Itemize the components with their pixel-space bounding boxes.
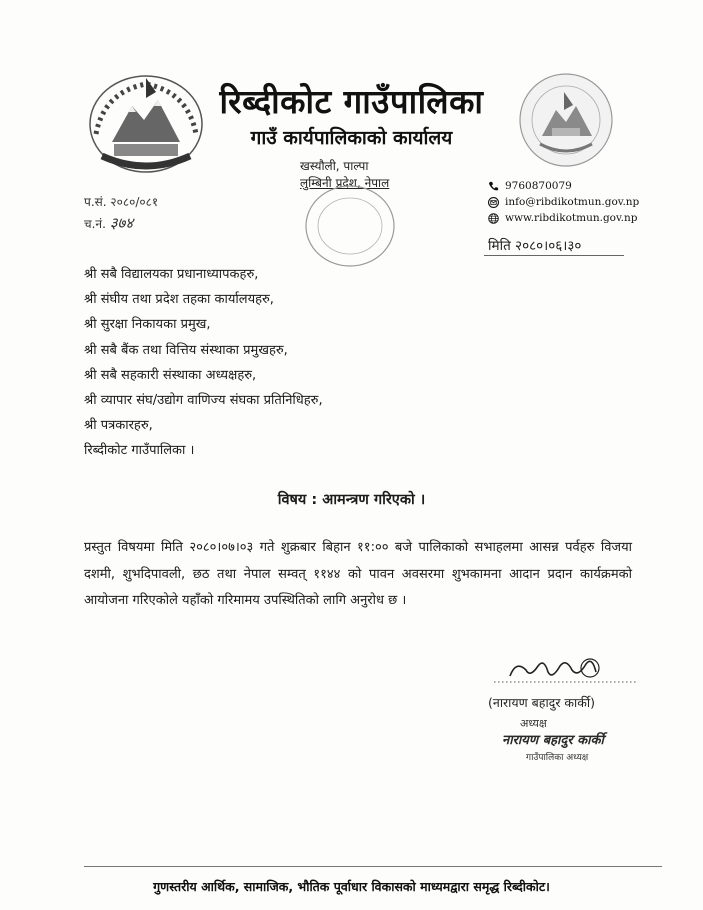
contact-phone [488, 180, 572, 192]
phone-icon [488, 181, 499, 192]
recipient-line: श्री सुरक्षा निकायका प्रमुख, [84, 317, 211, 333]
office-subtitle: गाउँ कार्यपालिकाको कार्यालय [250, 127, 453, 149]
recipient-line: रिब्दीकोट गाउँपालिका । [84, 443, 195, 459]
signatory-stamp-title: गाउँपालिका अध्यक्ष [526, 753, 589, 763]
recipient-line: श्री व्यापार संघ/उद्योग वाणिज्य संघका प्रतिनिधिहरु, [84, 393, 323, 409]
recipients-list [84, 262, 323, 464]
recipient-line: श्री सबै सहकारी संस्थाका अध्यक्षहरु, [84, 367, 257, 383]
footer-motto: गुणस्तरीय आर्थिक, सामाजिक, भौतिक पूर्वाधार विकासको माध्यमद्वारा समृद्ध रिब्दीकोट। [153, 879, 550, 894]
website-url: www.ribdikotmun.gov.np [505, 212, 638, 224]
dispatch-number-value: ३७४ [109, 214, 134, 232]
contact-website [488, 212, 638, 224]
address-line-2: लुम्बिनी प्रदेश, नेपाल [300, 176, 390, 190]
reference-number: प.सं. २०८०/०८१ [84, 195, 159, 209]
municipality-title: रिब्दीकोट गाउँपालिका [219, 82, 484, 121]
recipient-line: श्री संघीय तथा प्रदेश तहका कार्यालयहरु, [84, 292, 274, 308]
signatory-stamp-name: नारायण बहादुर कार्की [502, 733, 604, 748]
globe-icon [488, 213, 499, 224]
contact-email [488, 196, 639, 208]
signatory-name: (नारायण बहादुर कार्की) [488, 695, 595, 710]
recipient-line: श्री सबै विद्यालयका प्रधानाध्यापकहरु, [84, 267, 259, 282]
date-underline [484, 255, 624, 256]
phone-number: 9760870079 [505, 180, 572, 192]
recipient-line: श्री सबै बैंक तथा वित्तिय संस्थाका प्रमुखहरु, [84, 342, 288, 358]
letter-date: मिति २०८०।०६।३० [488, 238, 582, 254]
recipient-line: श्री पत्रकारहरु, [84, 418, 153, 434]
address-line-1: खस्यौली, पाल्पा [300, 159, 369, 173]
dispatch-label: च.नं. [84, 217, 106, 231]
office-seal-stamp [278, 180, 412, 270]
signatory-role: अध्यक्ष [520, 717, 547, 730]
email-icon [488, 197, 499, 208]
handwritten-signature [490, 652, 640, 688]
footer-divider [84, 866, 662, 867]
letter-body: प्रस्तुत विषयमा मिति २०८०।०७।०३ गते शुक्रबार बिहान ११:०० बजे पालिकाको सभाहलमा आसन्न पर्वहरु विजया दशमी, शुभदिपावली, छठ तथा नेपाल सम्वत् ११४४ को पावन अवसरमा शुभकामना आदान प्रदान कार्यक्रमको आयोजना गरिएकोले यहाँको गरिमामय उपस्थितिको लागि अनुरोध छ । [84, 540, 632, 608]
email-address: info@ribdikotmun.gov.np [505, 196, 640, 208]
letter-subject: विषय : आमन्त्रण गरिएको । [277, 492, 426, 508]
dispatch-number [84, 213, 133, 233]
